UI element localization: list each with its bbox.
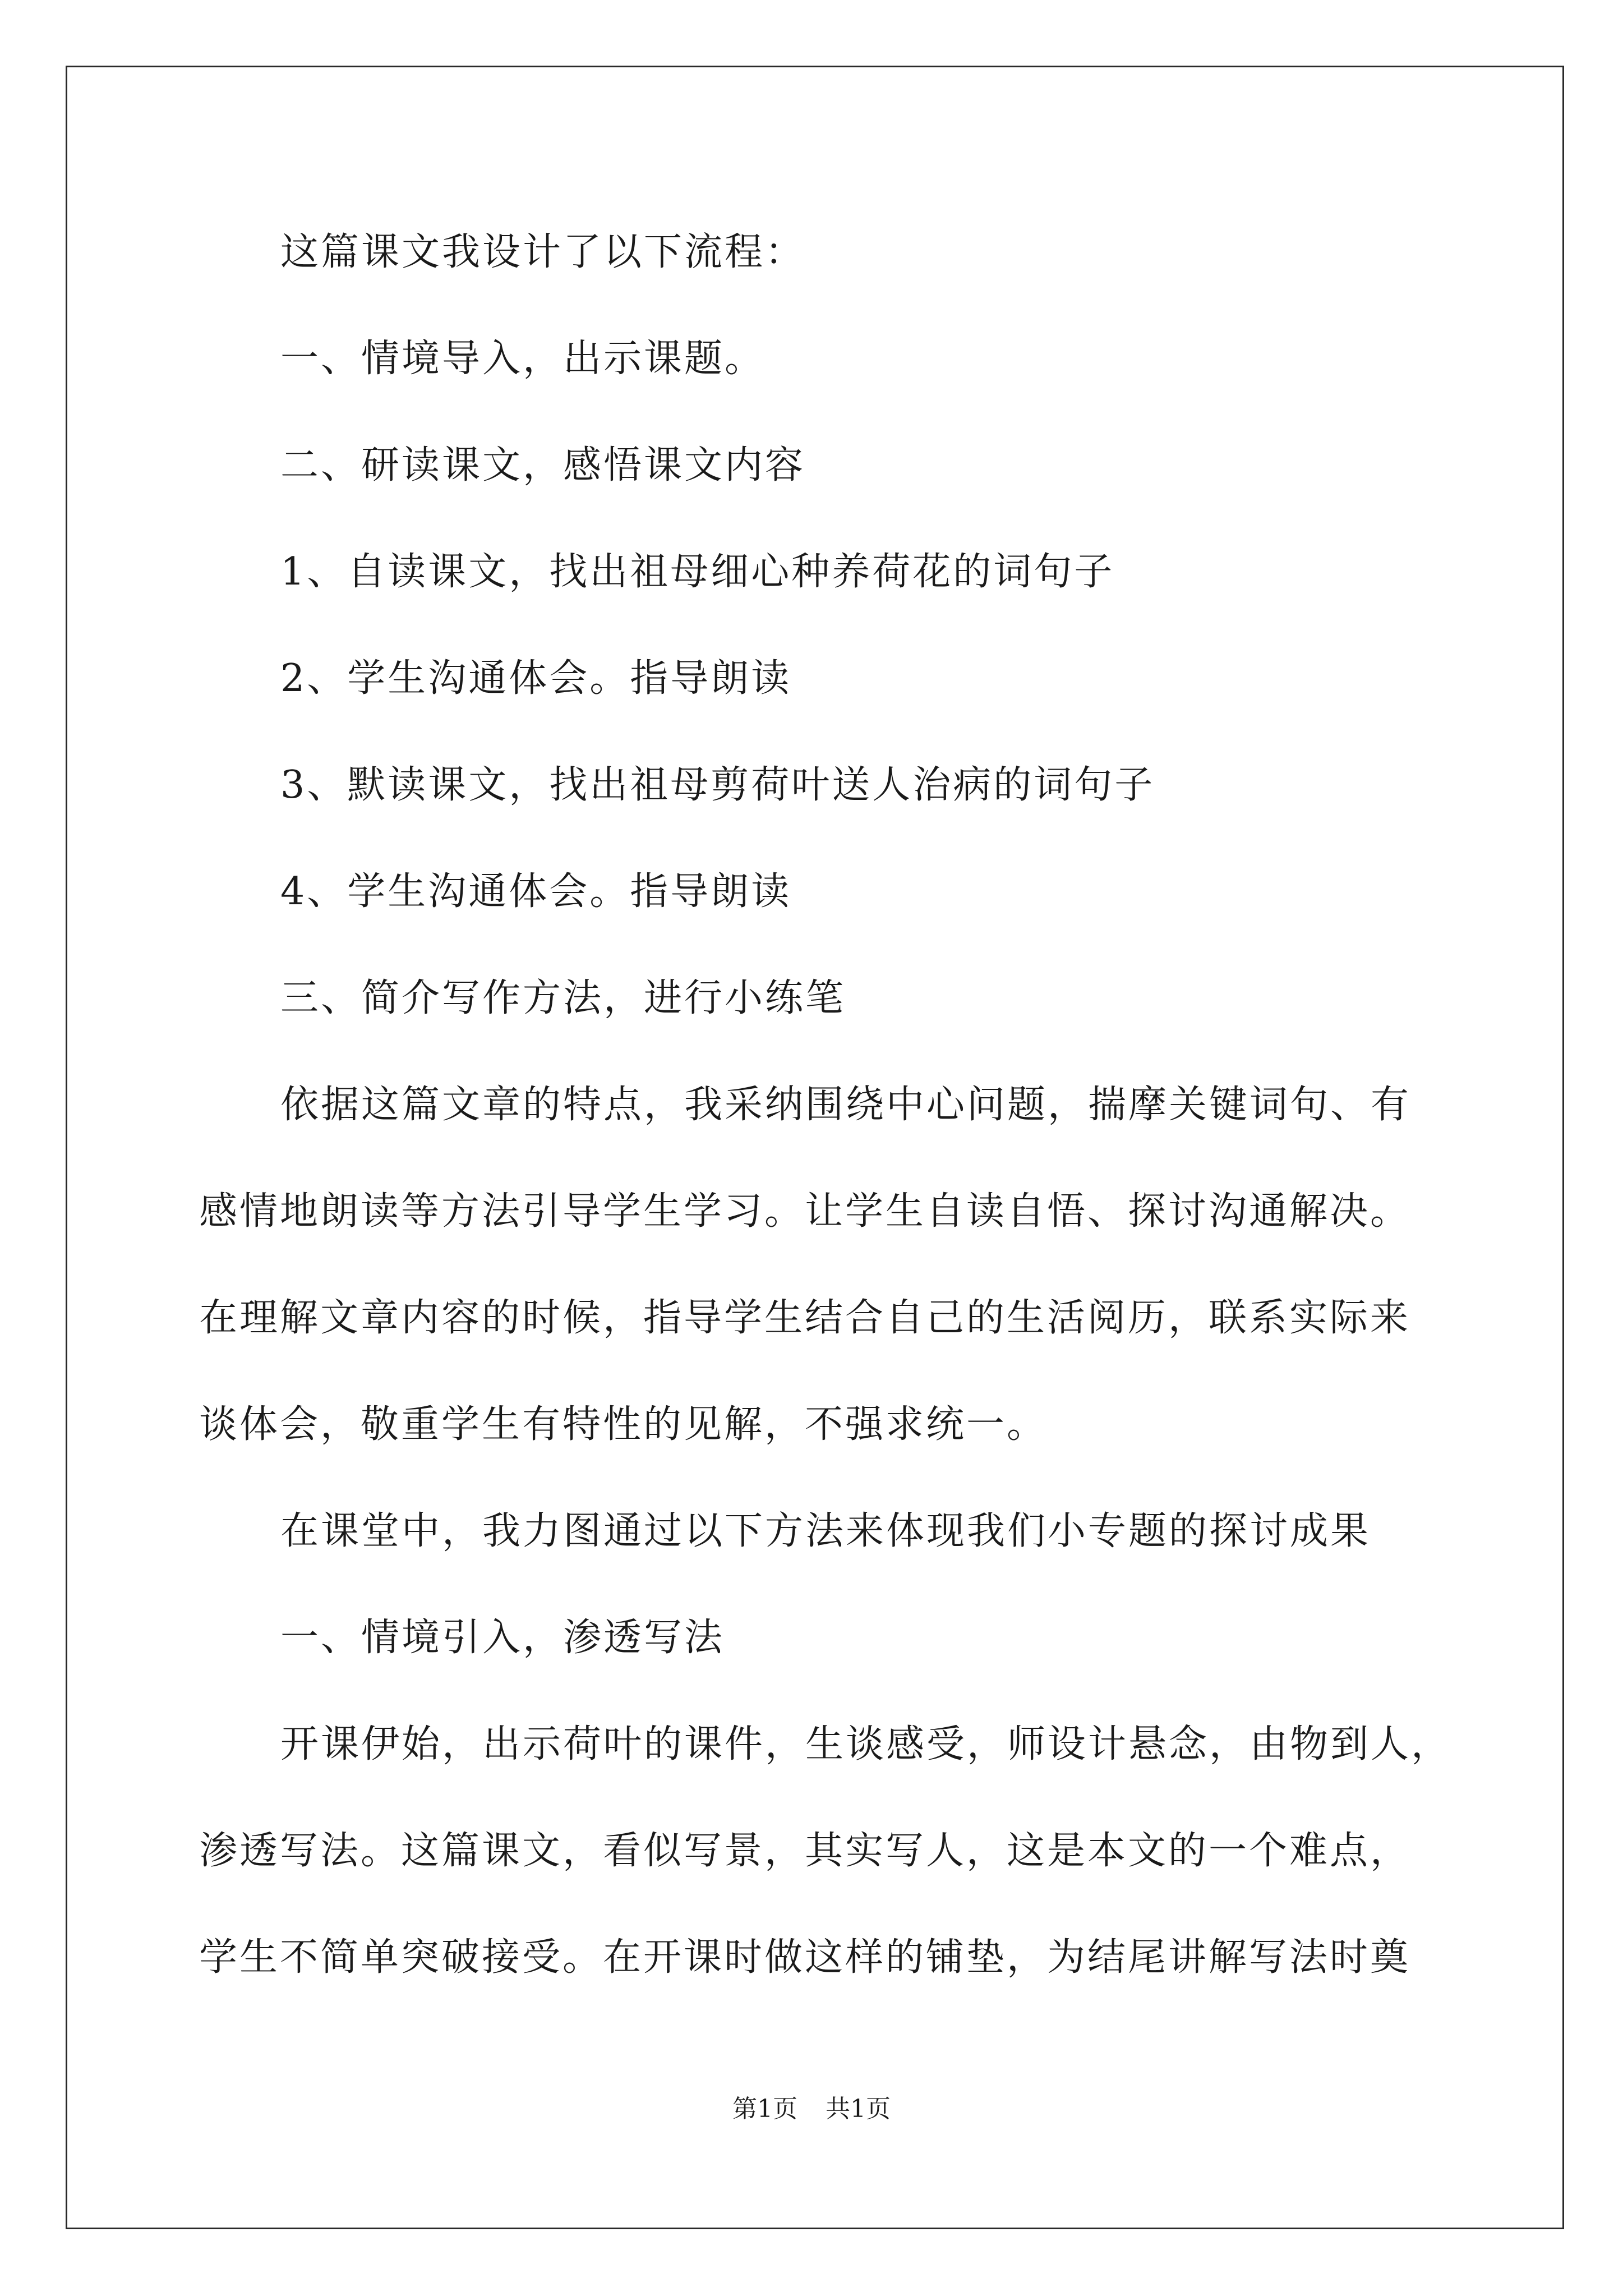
method-paragraph-line: 感情地朗读等方法引导学生学习。让学生自读自悟、探讨沟通解决。 bbox=[199, 1189, 1411, 1234]
page-border bbox=[66, 66, 1564, 2229]
step-one-heading: 一、情境导入，出示课题。 bbox=[280, 337, 766, 381]
opening-paragraph-line: 渗透写法。这篇课文，看似写景，其实写人，这是本文的一个难点， bbox=[199, 1829, 1411, 1873]
opening-paragraph-line: 学生不简单突破接受。在开课时做这样的铺垫，为结尾讲解写法时奠 bbox=[199, 1935, 1411, 1980]
opening-paragraph-line: 开课伊始，出示荷叶的课件，生谈感受，师设计悬念，由物到人， bbox=[280, 1722, 1452, 1766]
step-two-item-2: 2、学生沟通体会。指导朗读 bbox=[280, 656, 792, 701]
method-paragraph-line: 在理解文章内容的时候，指导学生结合自己的生活阅历，联系实际来 bbox=[199, 1296, 1411, 1340]
page-footer bbox=[0, 2092, 1623, 2126]
step-two-item-3: 3、默读课文，找出祖母剪荷叶送人治病的词句子 bbox=[280, 763, 1155, 807]
method-paragraph-line: 谈体会，敬重学生有特性的见解，不强求统一。 bbox=[199, 1402, 1048, 1447]
page-number: 第1页 bbox=[732, 2095, 797, 2123]
method-paragraph-line: 依据这篇文章的特点，我采纳围绕中心问题，揣摩关键词句、有 bbox=[280, 1083, 1412, 1127]
step-two-heading: 二、研读课文，感悟课文内容 bbox=[280, 443, 806, 487]
classroom-paragraph: 在课堂中，我力图通过以下方法来体现我们小专题的探讨成果 bbox=[280, 1509, 1371, 1553]
step-two-item-4: 4、学生沟通体会。指导朗读 bbox=[280, 869, 792, 914]
page-total: 共1页 bbox=[826, 2095, 891, 2123]
section-heading-situation: 一、情境引入，渗透写法 bbox=[280, 1616, 725, 1660]
step-three-heading: 三、简介写作方法，进行小练笔 bbox=[280, 976, 846, 1020]
paragraph-intro: 这篇课文我设计了以下流程： bbox=[280, 230, 806, 274]
step-two-item-1: 1、自读课文，找出祖母细心种养荷花的词句子 bbox=[280, 550, 1115, 594]
